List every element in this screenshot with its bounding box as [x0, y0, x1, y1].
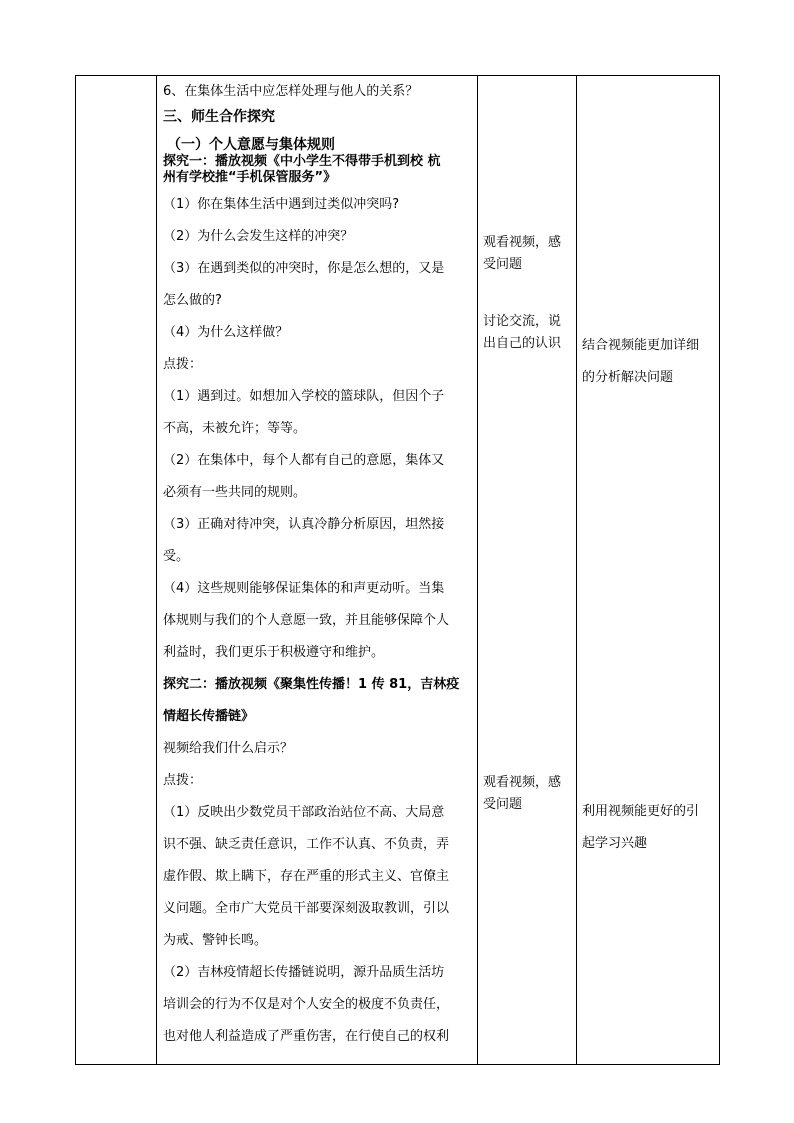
explore-1-question-1: （1）你在集体生活中遇到过类似冲突吗?	[163, 197, 400, 212]
design-intent-text: 的分析解决问题	[582, 370, 674, 385]
explore-2-answer-1-line-2: 识不强、缺乏责任意识，工作不认真、不负责，弄	[163, 837, 450, 852]
explore-2-question: 视频给我们什么启示？	[163, 741, 294, 756]
explore-1-question-3-line-1: （3）在遇到类似的冲突时，你是怎么想的，又是	[163, 261, 445, 276]
student-activity-text: 观看视频，感	[483, 235, 562, 250]
explore-1-question-2: （2）为什么会发生这样的冲突？	[163, 229, 354, 244]
subsection-heading-1: （一）个人意愿与集体规则	[167, 137, 335, 153]
explore-2-answer-2-line-3: 也对他人利益造成了严重伤害，在行使自己的权利	[163, 1029, 450, 1044]
explore-2-answer-2-line-1: （2）吉林疫情超长传播链说明，源升品质生活坊	[163, 965, 445, 980]
student-activity-block-2	[483, 311, 561, 355]
explore-1-question-3-line-2: 怎么做的?	[163, 293, 222, 308]
explore-1-answer-4-line-3: 利益时，我们更乐于积极遵守和维护。	[163, 645, 385, 660]
explore-2-answer-1-line-5: 为戒、警钟长鸣。	[163, 933, 268, 948]
student-activity-text: 讨论交流，说	[483, 314, 562, 329]
design-intent-text: 利用视频能更好的引	[582, 804, 700, 819]
section-heading-3: 三、师生合作探究	[163, 109, 275, 125]
explore-2-title-line-1: 探究二：播放视频《聚集性传播！1 传 81，吉林疫	[163, 677, 460, 692]
tip-label-2: 点拨：	[163, 773, 203, 788]
design-intent-text: 起学习兴趣	[582, 836, 648, 851]
explore-1-title-line-2: 州有学校推“手机保管服务”》	[163, 170, 337, 185]
explore-1-answer-3-line-2: 受。	[163, 549, 190, 564]
column-divider	[576, 76, 577, 1064]
explore-2-answer-2-line-2: 培训会的行为不仅是对个人安全的极度不负责任，	[163, 997, 450, 1012]
design-intent-block-2	[582, 796, 699, 860]
explore-1-answer-3-line-1: （3）正确对待冲突，认真冷静分析原因，坦然接	[163, 517, 445, 532]
explore-1-question-4: （4）为什么这样做？	[163, 325, 289, 340]
explore-1-answer-4-line-1: （4）这些规则能够保证集体的和声更动听。当集	[163, 581, 445, 596]
student-activity-text: 受问题	[483, 797, 523, 812]
student-activity-block-3	[483, 772, 561, 816]
student-activity-block-1	[483, 232, 561, 276]
explore-1-answer-2-line-2: 必须有一些共同的规则。	[163, 485, 307, 500]
explore-2-answer-1-line-3: 虚作假、欺上瞒下，存在严重的形式主义、官僚主	[163, 869, 450, 884]
explore-2-title-line-2: 情超长传播链》	[163, 709, 255, 724]
tip-label-1: 点拨：	[163, 357, 203, 372]
lesson-plan-table	[75, 75, 720, 1065]
student-activity-text: 受问题	[483, 257, 523, 272]
explore-2-answer-1-line-4: 义问题。全市广大党员干部要深刻汲取教训，引以	[163, 901, 450, 916]
column-divider	[477, 76, 478, 1064]
explore-2-answer-1-line-1: （1）反映出少数党员干部政治站位不高、大局意	[163, 805, 445, 820]
student-activity-text: 出自己的认识	[483, 336, 562, 351]
design-intent-text: 结合视频能更加详细	[582, 338, 700, 353]
teaching-process-cell	[156, 76, 477, 1045]
design-intent-block-1	[582, 330, 699, 394]
explore-1-answer-2-line-1: （2）在集体中，每个人都有自己的意愿，集体又	[163, 453, 445, 468]
question-6: 6、在集体生活中应怎样处理与他人的关系？	[163, 84, 419, 99]
explore-1-answer-1-line-1: （1）遇到过。如想加入学校的篮球队，但因个子	[163, 389, 445, 404]
explore-1-title-line-1: 探究一：播放视频《中小学生不得带手机到校 杭	[163, 154, 441, 169]
explore-1-answer-4-line-2: 体规则与我们的个人意愿一致，并且能够保障个人	[163, 613, 450, 628]
student-activity-text: 观看视频，感	[483, 775, 562, 790]
explore-1-answer-1-line-2: 不高，未被允许；等等。	[163, 421, 307, 436]
